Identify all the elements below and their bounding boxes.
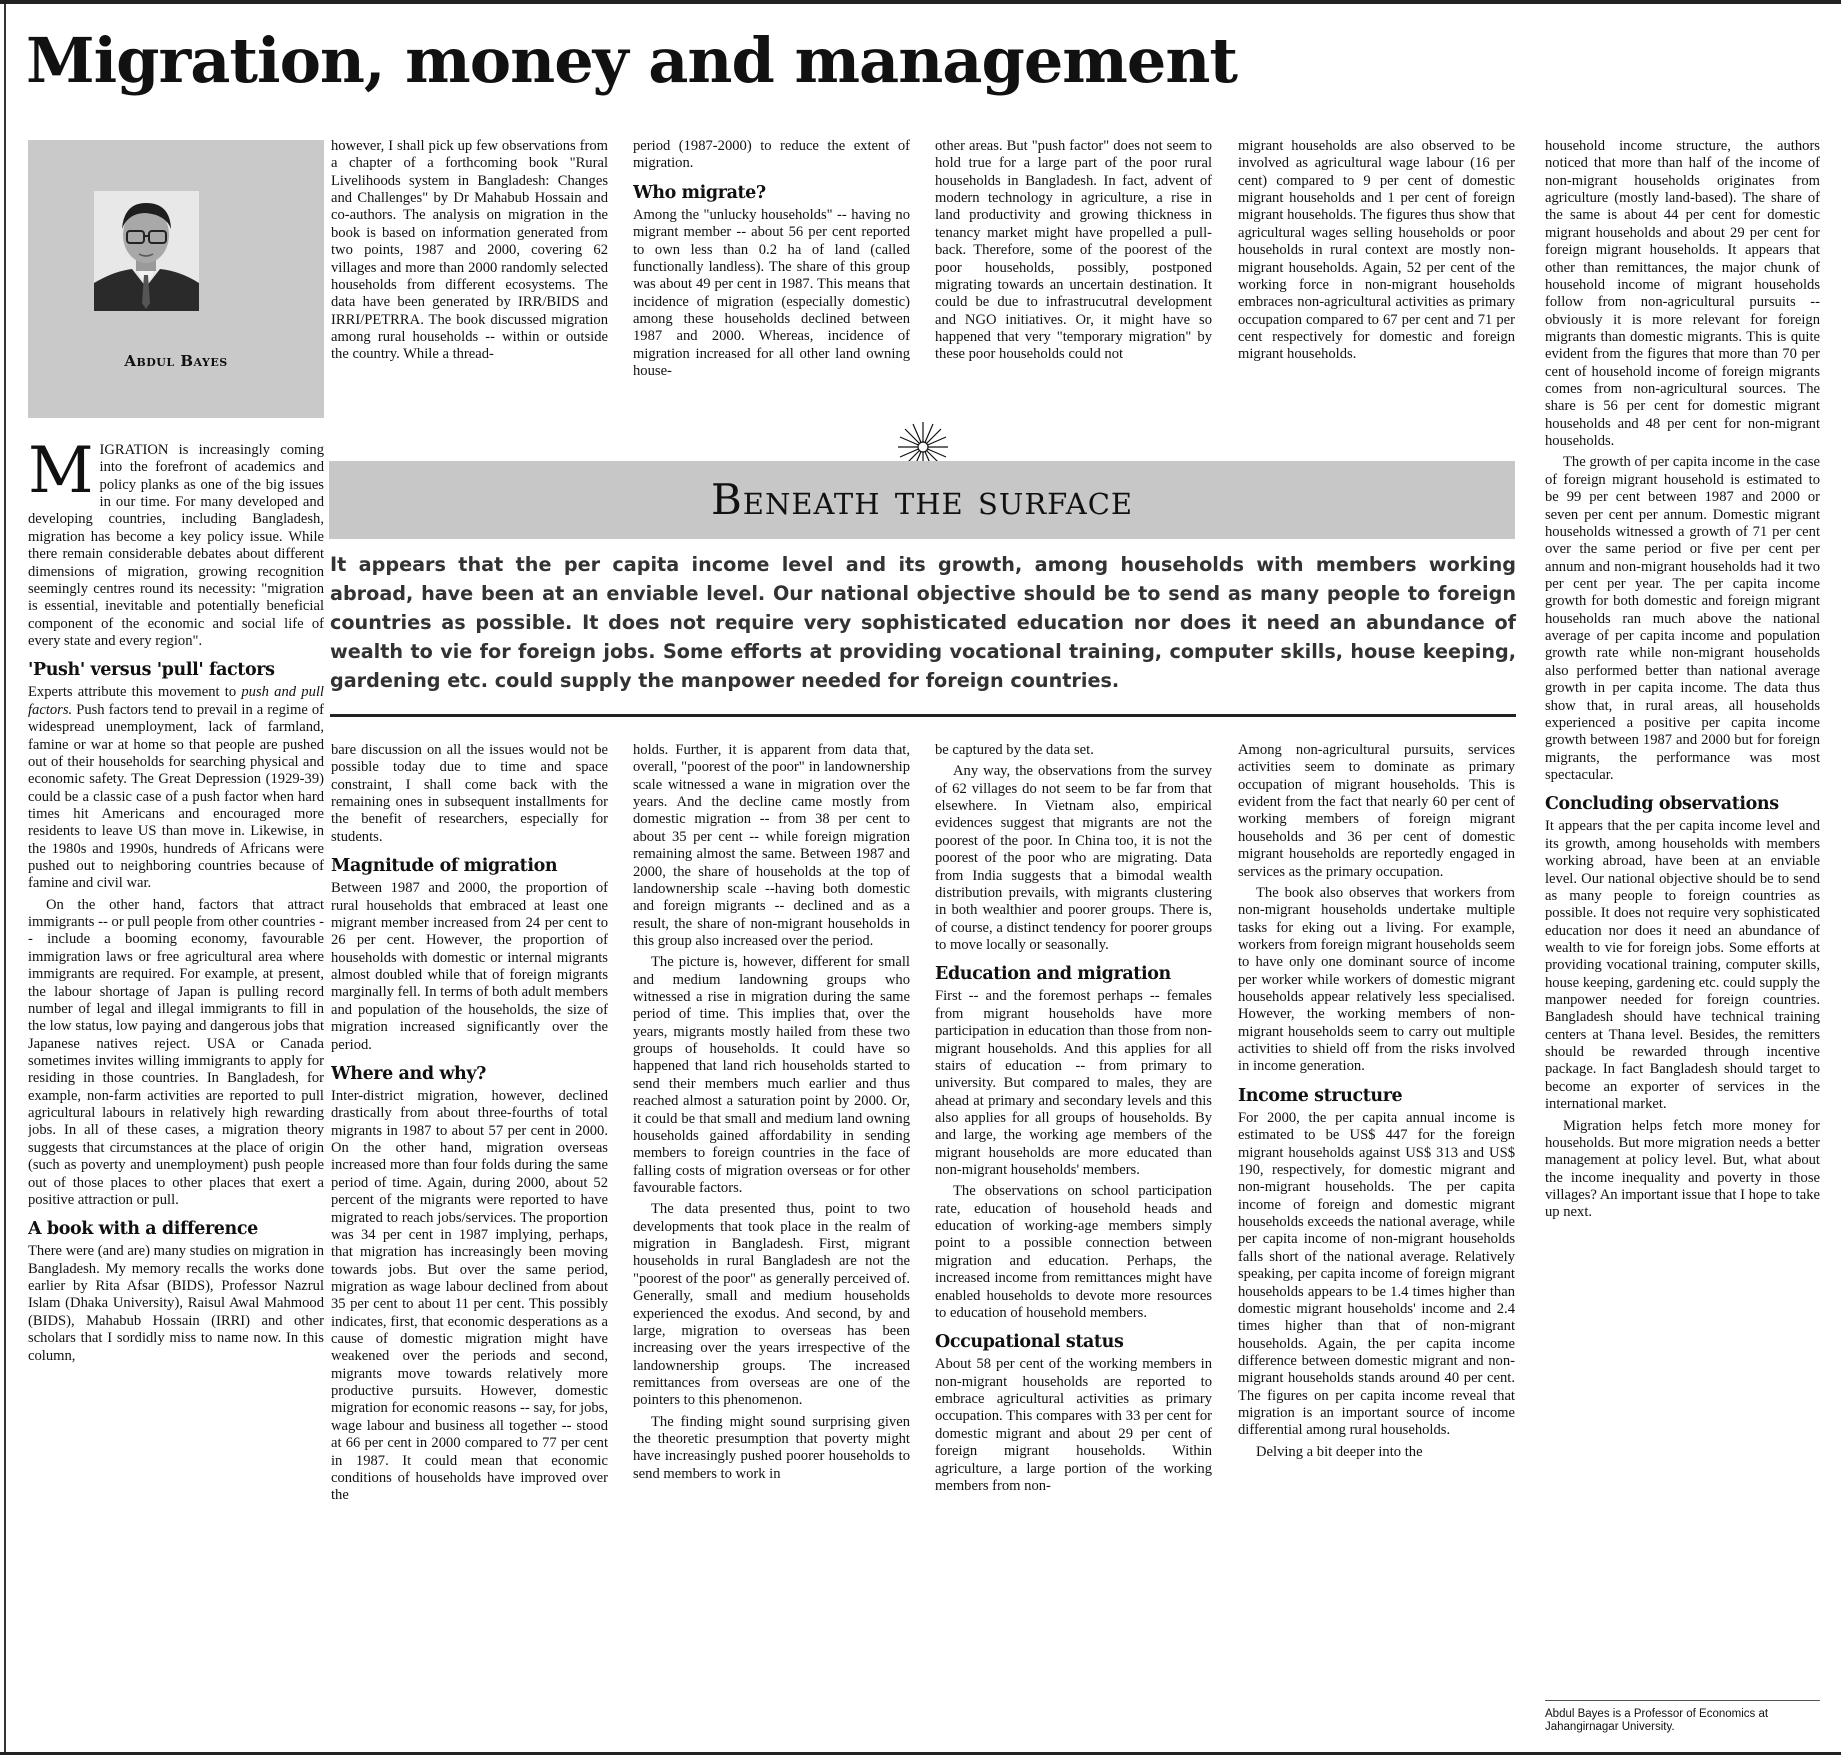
author-photo-box xyxy=(28,140,324,418)
paragraph: It appears that the per capita income level and its growth, among households with members working abroad, have been at an enviable level. Our national objective should be to send as many people to foreign countries as possible. It does not require very sophisticated education nor does it need an abundance of wealth to vie for foreign jobs. Some efforts at providing vocational training, computer skills, house keeping, gardening etc. could supply the manpower needed for foreign countries. Bangladesh should have technical training centers at Thana level. Besides, the remitters should be rewarded through incentive package. In fact Bangladesh should target to become an exporter of services in the international market. xyxy=(1545,818,1820,1113)
paragraph: First -- and the foremost perhaps -- females from migrant households have more participation in education than those from non-migrant households. And this applies for all stairs of education -- from primary to university. But compared to males, they are ahead at primary and secondary levels and this also applies for all groups of households. By and large, the working age members of the migrant households are more educated than non-migrant households' members. xyxy=(935,988,1212,1179)
column-2-top xyxy=(331,138,608,443)
top-rule xyxy=(0,0,1841,4)
paragraph: other areas. But "push factor" does not seem to hold true for a large part of the poor rural households in Bangladesh. In fact, advent of modern technology in agriculture, a rise in land productivity and growing thickness in tenancy market might have propelled a pull-back. Therefore, some of the poorest of the poor households, possibly, postponed migrating towards an uncertain destination. It could be due to infrastrucutral development and NGO initiatives. Or, it might have so happened that very "temporary migration" by these poor households could not xyxy=(935,138,1212,363)
paragraph: however, I shall pick up few observations from a chapter of a forthcoming book "Rural Livelihoods system in Bangladesh: Changes and Challenges" by Dr Mahabub Hossain and co-authors. The analysis on migration in the book is based on information generated from two points, 1987 and 2000, covering 62 villages and more than 2000 randomly selected households from different ecosystems. The data have been generated by IRR/BIDS and IRRI/PETRRA. The book discussed migration among rural households -- within or outside the country. While a thread- xyxy=(331,138,608,363)
subhead-income: Income structure xyxy=(1238,1085,1403,1106)
paragraph: The growth of per capita income in the case of foreign migrant household is estimated to be 99 per cent between 1987 and 2000 or seven per cent per annum. Domestic migrant households witnessed a growth of 71 per cent over the same period or five per cent per annum and non-migrant households had it two per cent per year. The per capita income growth for both domestic and foreign migrant households ran much above the national average of per capita income and population growth rate while non-migrant households also performed better than national average growth in per capita income. The data thus show that, in rural areas, all households experienced a positive per capita income growth between 1987 and 2000 but for foreign migrants, the performance was most spectacular. xyxy=(1545,454,1820,783)
paragraph: Delving a bit deeper into the xyxy=(1256,1443,1423,1460)
paragraph: The finding might sound surprising given the theoretic presumption that poverty might have increasingly pushed poorer households to send members to work in xyxy=(633,1413,910,1482)
paragraph: period (1987-2000) to reduce the extent of migration. xyxy=(633,138,910,172)
column-5-top xyxy=(1238,138,1515,443)
paragraph: There were (and are) many studies on migration in Bangladesh. My memory recalls the works done earlier by Rita Afsar (BIDS), Professor Nazrul Islam (Dhaka University), Raisul Awal Mahmood (BIDS), Mahabub Hossain (IRRI) and other scholars that I sordidly miss to name now. In this column, xyxy=(28,1243,324,1364)
text-run: Push factors tend to prevail in a regime of widespread unemployment, lack of farmland, famine or war at home so that people are pushed out of their households for searching physical and economic safety. The Great Depression (1929-39) could be a classic case of a push factor when hard times hit Americans and encouraged more residents to leave US than move in. Likewise, in the 1980s and 1990s, hundreds of Africans were pushed out to neighboring countries because of famine and civil war. xyxy=(28,701,324,892)
paragraph: Among the "unlucky households" -- having no migrant member -- about 56 per cent reported to own less than 0.2 ha of land (called functionally landless). The share of this group was about 49 per cent in 1987. This means that incidence of migration (especially domestic) among these households declined between 1987 and 2000. Whereas, incidence of migration increased for all other land owning house- xyxy=(633,206,910,380)
author-credit: Abdul Bayes is a Professor of Economics at Jahangirnagar University. xyxy=(1545,1708,1769,1733)
column-6 xyxy=(1545,138,1820,1693)
paragraph: Any way, the observations from the survey of 62 villages do not seem to be far from that elsewhere. In Vietnam also, empirical evidences suggest that migrants are not the poorest of the poor. In China too, it is not the poorest of the poor who are migrating. Data from India suggests that a bimodal wealth distribution prevails, with migrants clustering in both wealthier and poorer groups. There is, of course, a distinct tendency for poorer groups to move locally or seasonally. xyxy=(935,763,1212,953)
subhead-education: Education and migration xyxy=(935,964,1171,985)
paragraph: On the other hand, factors that attract immigrants -- or pull people from other countries -- include a booming economy, favourable immigration laws or free agricultural area where immigrants are required. For example, at present, the labour shortage of Japan is pulling record number of legal and illegal immigrants to fill in the low status, low paying and dangerous jobs that Japanese natives reject. USA or Canada sometimes invites willing immigrants to apply for residing in those countries. In Bangladesh, for example, non-farm activities are reported to pull agricultural labours in relatively high rewarding jobs. In all of these cases, a migration theory suggests that circumstances at the place of origin (such as poverty and unemployment) push people out of those places to other places that exert a positive attraction or pull. xyxy=(28,896,324,1208)
column-3-top xyxy=(633,138,910,443)
subhead-concluding: Concluding observations xyxy=(1545,794,1779,815)
intro-paragraph xyxy=(28,442,324,650)
emphasis: push and pull factors. xyxy=(28,684,324,718)
column-3-bottom xyxy=(633,742,910,1732)
pull-quote-rule xyxy=(330,714,1516,717)
paragraph: The data presented thus, point to two developments that took place in the realm of migration in Bangladesh. First, migrant households in rural Bangladesh are not the "poorest of the poor" as generally perceived of. Generally, small and medium households experienced the exodus. And second, by and large, migration to overseas has been increasing over the years irrespective of the landownership groups. The increased remittances from overseas are one of the pointers to this phenomenon. xyxy=(633,1201,910,1409)
subhead-push-pull: 'Push' versus 'pull' factors xyxy=(28,660,275,681)
paragraph: household income structure, the authors noticed that more than half of the income of non-migrant households originates from agriculture (mostly land-based). The share of the same is about 44 per cent for domestic migrant households and about 29 per cent for foreign migrant households. It appears that other than remittances, the major chunk of household income of migrant households follow from non-agricultural pursuits -- obviously it is more relevant for foreign migrants than domestic migrants. This is quite evident from the figures that more than 70 per cent of household income of foreign migrants comes from non-agricultural sources. The share is 56 per cent for domestic migrant households and 48 per cent for non-migrant households. xyxy=(1545,138,1820,450)
headline: Migration, money and management xyxy=(26,24,1238,97)
subhead-magnitude: Magnitude of migration xyxy=(331,856,558,877)
column-1 xyxy=(28,442,324,1732)
paragraph: The book also observes that workers from non-migrant households undertake multiple tasks for eking out a living. For example, workers from foreign migrant households seem to have only one dominant source of income per worker while workers of domestic migrant households appear relatively less specialised. However, the working members of non-migrant households seem to carry out multiple activities to shield off from the risks involved in income generation. xyxy=(1238,884,1515,1075)
subhead-who-migrate: Who migrate? xyxy=(633,182,766,203)
paragraph xyxy=(28,684,324,892)
column-2-bottom xyxy=(331,742,608,1732)
section-banner xyxy=(329,461,1515,539)
author-portrait xyxy=(94,191,199,311)
column-4-top xyxy=(935,138,1212,443)
pull-quote: It appears that the per capita income level and its growth, among households with members working abroad, have been at an enviable level. Our national objective should be to send as many people to foreign countries as possible. It does not require very sophisticated education nor does it need an abundance of wealth to vie for foreign jobs. Some efforts at providing vocational training, computer skills, house keeping, gardening etc. could supply the manpower needed for foreign countries. xyxy=(330,553,1516,692)
credit-rule xyxy=(1545,1700,1820,1701)
subhead-occupational: Occupational status xyxy=(935,1332,1124,1353)
paragraph: be captured by the data set. xyxy=(935,742,1094,758)
text-run: Experts attribute this movement to xyxy=(28,684,242,701)
left-rule xyxy=(4,4,6,1752)
paragraph: Inter-district migration, however, declined drastically from about three-fourths of total migrants in 1987 to about 57 per cent in 2000. On the other hand, migration overseas increased more than four folds during the same period of time. Again, during 2000, about 52 percent of the migrants were reported to have migrated to reach jobs/services. The proportion was 34 per cent in 1987 implying, perhaps, that migration has increasingly been moving towards jobs. But over the same period, migration as wage labour declined from about 35 per cent to about 11 per cent. This possibly indicates, first, that economic desperations as a cause of domestic migration might have weakened over the periods and second, migrants move towards relatively more productive pursuits. However, domestic migration for economic reasons -- say, for jobs, wage labour and business all together -- stood at 66 per cent in 2000 compared to 77 per cent in 1987. It could mean that economic conditions of households have improved over the xyxy=(331,1088,608,1504)
intro-text: IGRATION is increasingly coming into the forefront of academics and policy planks as one of the big issues in our time. For many developed and developing countries, including Bangladesh, migration has become a key policy issue. While there remain considerable debates about different dimensions of migration, growing recognition seemingly centres round its necessity: "migration is essential, inevitable and potentially beneficial component of the economic and social life of every state and every region". xyxy=(28,442,324,649)
column-4-bottom xyxy=(935,742,1212,1732)
paragraph: bare discussion on all the issues would not be possible today due to time and space constraint, I shall come back with the remaining ones in subsequent installments for the benefit of researchers, especially for students. xyxy=(331,742,608,845)
section-banner-title: Beneath the surface xyxy=(710,475,1134,524)
paragraph: Among non-agricultural pursuits, services activities seem to dominate as primary occupation of migrant households. This is evident from the fact that nearly 60 per cent of working members of foreign migrant households and 36 per cent of domestic migrant households are reportedly engaged in services as the primary occupation. xyxy=(1238,742,1515,880)
paragraph: The picture is, however, different for small and medium landowning groups who witnessed a rise in migration during the same period of time. This implies that, over the years, migrants mostly hailed from these two groups of households. It could have so happened that land rich households started to send their members much earlier and thus reached almost a saturation point by 2000. Or, it could be that small and medium land owning households gained affordability in sending members to foreign countries in the face of falling costs of migration overseas or for other favourable factors. xyxy=(633,954,910,1196)
drop-cap: M xyxy=(28,442,94,508)
paragraph: About 58 per cent of the working members in non-migrant households are reported to embrace agricultural activities as primary occupation. This compares with 33 per cent for domestic migrant and about 29 per cent of foreign migrant households. Within agriculture, a large portion of the working members from non- xyxy=(935,1356,1212,1494)
paragraph: For 2000, the per capita annual income is estimated to be US$ 447 for the foreign migrant households against US$ 313 and US$ 190, respectively, for domestic migrant and non-migrant households. The per capita income of foreign and domestic migrant households exceeds the national average, while per capita income of non-migrant households falls short of the national average. Relatively speaking, per capita income of foreign migrant households appears to be 1.4 times higher than domestic migrant households' income and 2.4 times higher than that of non-migrant households. Again, the per capita income difference between domestic migrant and non-migrant households stands around 40 per cent. The figures on per capita income reveal that migration is an important source of income differential among rural households. xyxy=(1238,1109,1515,1439)
subhead-where-why: Where and why? xyxy=(331,1063,486,1084)
paragraph: holds. Further, it is apparent from data that, overall, "poorest of the poor" in landownership scale witnessed a wane in migration over the years. And the decline came mostly from domestic migration -- from 38 per cent to about 35 per cent -- while foreign migration remaining almost the same. Between 1987 and 2000, the share of households at the top of landownership scale --having both domestic and foreign migrants -- declined and as a result, the share of non-migrant households in this group also increased over the period. xyxy=(633,742,910,949)
paragraph: migrant households are also observed to be involved as agricultural wage labour (16 per cent) compared to 9 per cent of domestic migrant households and 1 per cent of foreign migrant households. The figures thus show that agricultural wages selling households or poor households in rural context are mostly non-migrant households. Again, 52 per cent of the working force in non-migrant households embraces non-agricultural activities as primary occupation compared to 67 per cent and 71 per cent respectively for domestic and foreign migrant households. xyxy=(1238,138,1515,363)
subhead-book: A book with a difference xyxy=(28,1219,258,1240)
column-5-bottom xyxy=(1238,742,1515,1732)
paragraph: Between 1987 and 2000, the proportion of rural households that embraced at least one migrant member increased from 24 per cent to 26 per cent. However, the proportion of households with domestic or internal migrants almost doubled while that of foreign migrants marginally fell. In terms of both adult members and population of the households, the size of migration increased significantly over the period. xyxy=(331,880,608,1053)
bottom-rule xyxy=(0,1752,1841,1755)
paragraph: Migration helps fetch more money for households. But more migration needs a better management at policy level. But, what about the income inequality and poverty in those villages? An important issue that I hope to take up next. xyxy=(1545,1117,1820,1221)
paragraph: The observations on school participation rate, education of household heads and education of working-age members simply point to a possible connection between migration and education. Perhaps, the increased income from remittances might have enabled households to devote more resources to education of household members. xyxy=(935,1183,1212,1321)
author-byline: Abdul Bayes xyxy=(124,352,228,370)
